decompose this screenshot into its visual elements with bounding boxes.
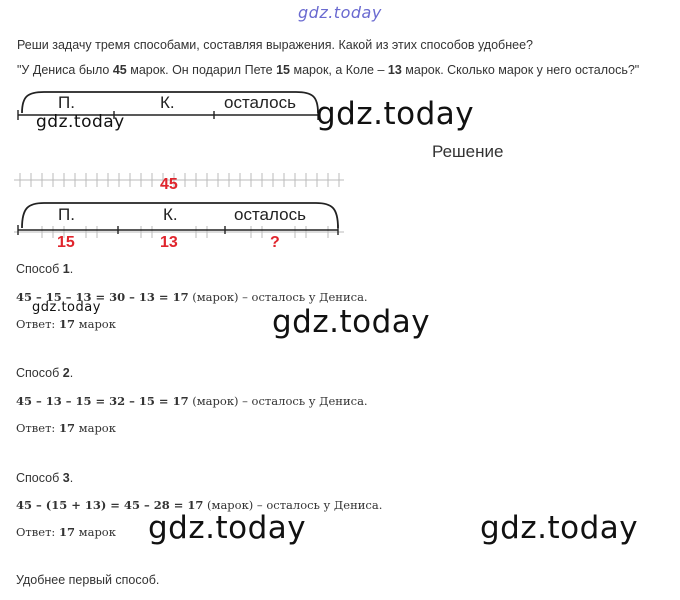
diagram1-label-k: К.: [160, 93, 175, 112]
method1-answer: [16, 317, 116, 331]
method3-answer: [16, 525, 116, 539]
diagram2-total: 45: [160, 176, 178, 193]
quote-part: марок. Он подарил Пете: [126, 63, 277, 77]
watermark: gdz.today: [316, 96, 475, 132]
quote-part: "У Дениса было: [17, 63, 113, 77]
diagram2-value-rest: ?: [270, 234, 280, 251]
method-word: Способ: [16, 366, 63, 380]
method-dot: .: [69, 262, 74, 276]
expression-unit: (марок): [188, 290, 239, 304]
watermark: gdz.today: [480, 510, 639, 546]
answer-word: Ответ:: [16, 317, 59, 331]
diagram1-label-rest: осталось: [224, 93, 296, 112]
method1-title: [16, 262, 73, 276]
expression-math: 45 – (15 + 13) = 45 – 28 = 17: [16, 498, 204, 512]
method-dot: .: [69, 366, 74, 380]
answer-number: 17: [58, 317, 75, 331]
conclusion: Удобнее первый способ.: [16, 573, 160, 587]
diagram2-label-p: П.: [58, 205, 75, 224]
answer-unit: марок: [74, 317, 116, 331]
expression-text: – осталось у Дениса.: [238, 394, 368, 408]
expression-unit: (марок): [203, 498, 254, 512]
method-number: 2: [62, 366, 70, 380]
task-prompt: Реши задачу тремя способами, составляя выражения. Какой из этих способов удобнее?: [17, 38, 533, 52]
quote-part: марок. Сколько марок у него осталось?": [401, 63, 640, 77]
expression-text: – осталось у Дениса.: [253, 498, 383, 512]
expression-math: 45 – 13 – 15 = 32 – 15 = 17: [16, 394, 189, 408]
method-dot: .: [69, 471, 74, 485]
method-number: 1: [62, 262, 70, 276]
quote-number: 45: [112, 63, 127, 77]
method-number: 3: [62, 471, 70, 485]
method-word: Способ: [16, 471, 63, 485]
expression-text: – осталось у Дениса.: [238, 290, 368, 304]
diagram2-label-k: К.: [163, 205, 178, 224]
answer-word: Ответ:: [16, 525, 59, 539]
watermark-top: gdz.today: [298, 3, 382, 22]
watermark: gdz.today: [272, 304, 431, 340]
expression-unit: (марок): [188, 394, 239, 408]
solution-heading: Решение: [432, 142, 504, 161]
method2-answer: [16, 421, 116, 435]
method-word: Способ: [16, 262, 63, 276]
method2-expression: [16, 394, 368, 408]
diagram2-label-rest: осталось: [234, 205, 306, 224]
diagram2-value-k: 13: [160, 234, 178, 251]
method2-title: [16, 366, 73, 380]
answer-number: 17: [58, 421, 75, 435]
task-quote: [17, 63, 639, 77]
quote-number: 13: [387, 63, 402, 77]
watermark: gdz.today: [32, 300, 101, 315]
expression-math: 45 – 15 – 13 = 30 – 13 = 17: [16, 290, 189, 304]
answer-unit: марок: [74, 525, 116, 539]
watermark: gdz.today: [36, 112, 125, 132]
answer-unit: марок: [74, 421, 116, 435]
watermark: gdz.today: [148, 510, 307, 546]
method3-title: [16, 471, 73, 485]
answer-word: Ответ:: [16, 421, 59, 435]
quote-part: марок, а Коле –: [290, 63, 388, 77]
diagram2-value-p: 15: [57, 234, 75, 251]
diagram1-label-p: П.: [58, 93, 75, 112]
quote-number: 15: [276, 63, 291, 77]
answer-number: 17: [58, 525, 75, 539]
